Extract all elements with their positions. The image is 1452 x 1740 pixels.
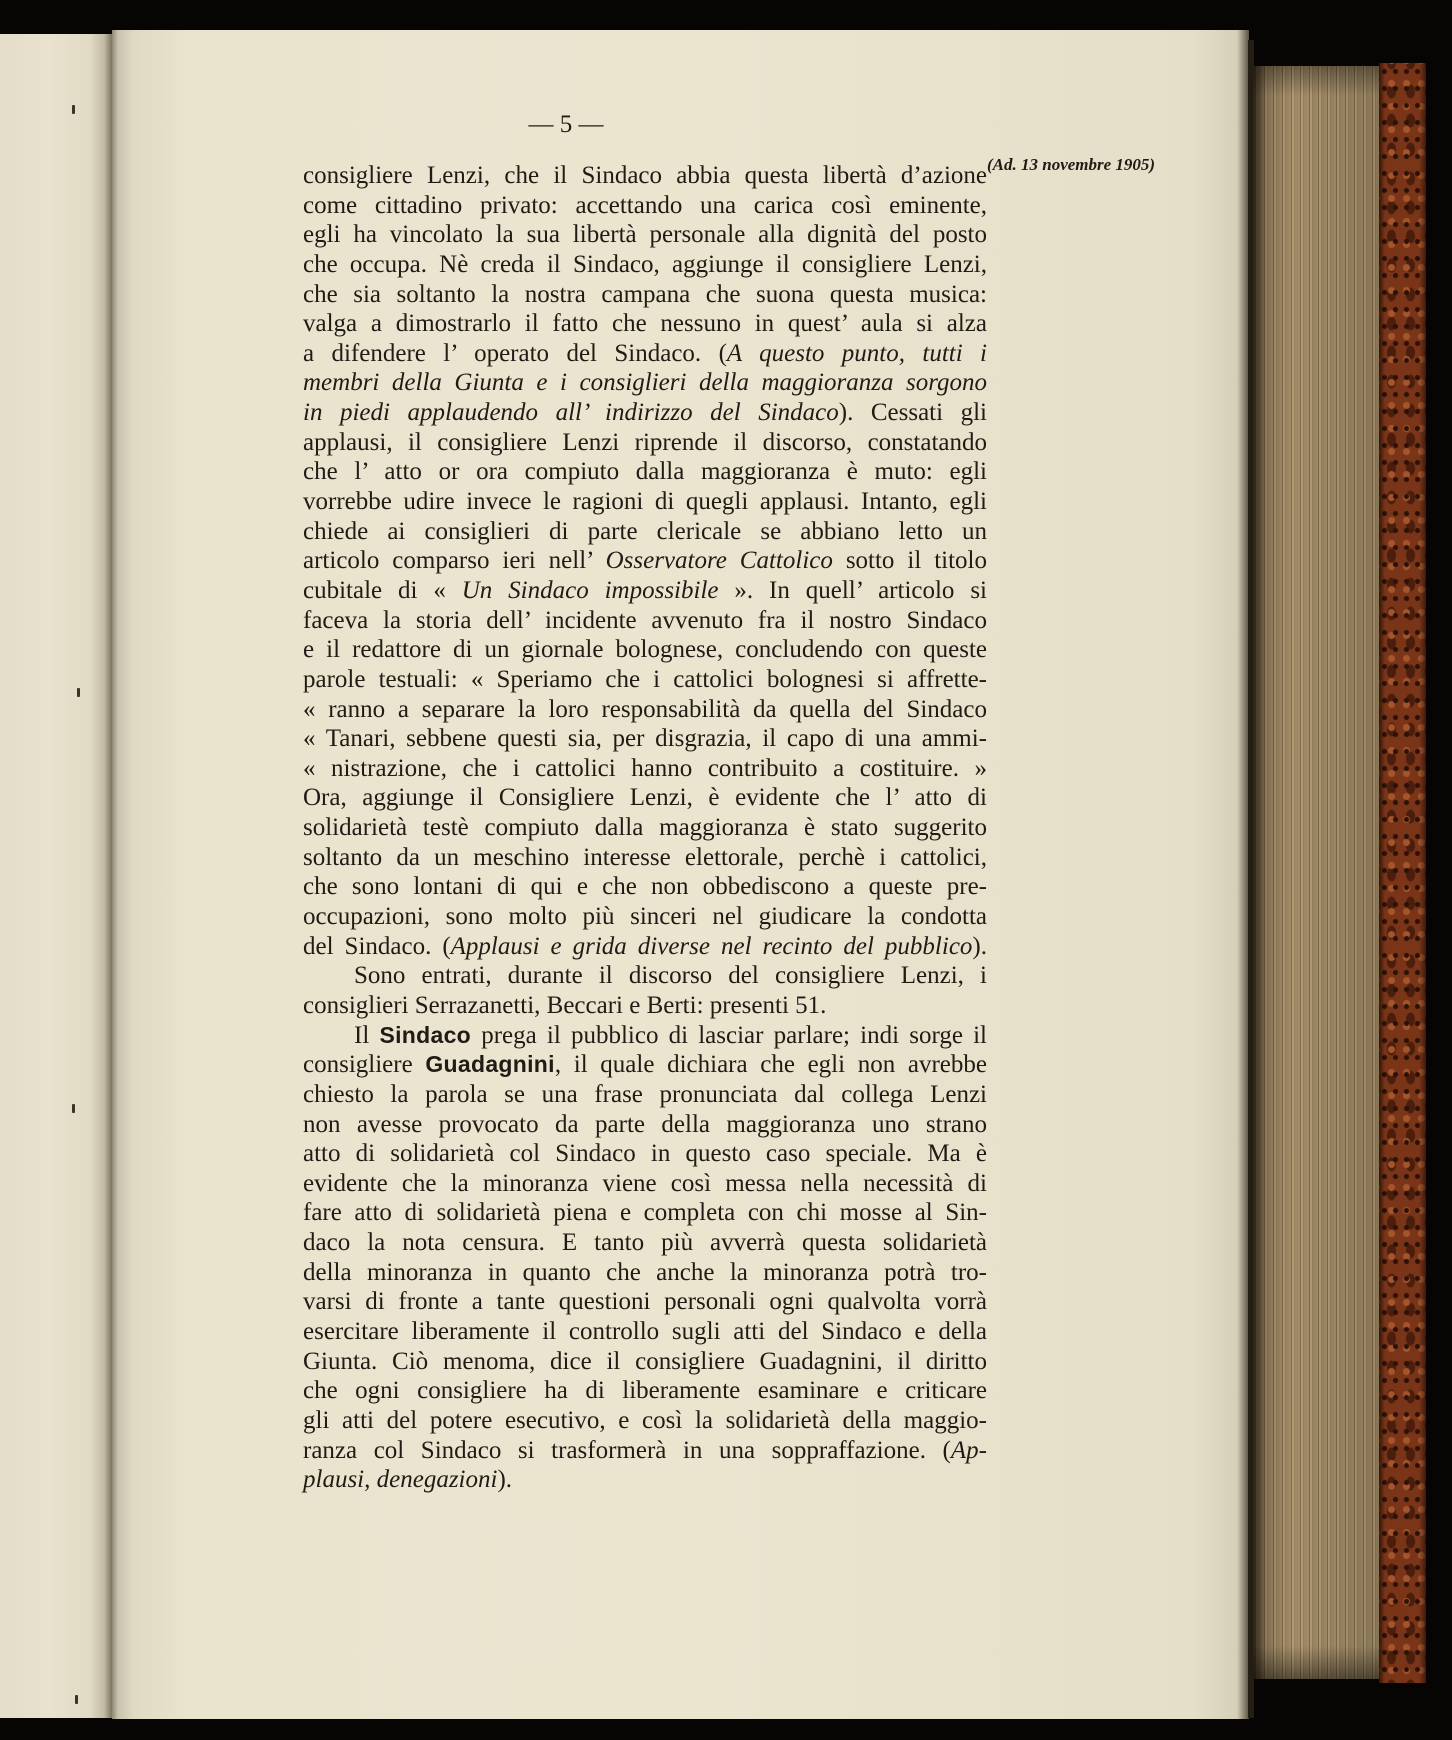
margin-note-date: (Ad. 13 novembre 1905) — [987, 155, 1156, 174]
text-line — [303, 813, 987, 843]
text-segment: applausi, il consigliere Lenzi riprende il discorso, constatando — [303, 428, 987, 456]
page-number: — 5 — — [528, 111, 604, 138]
text-segment: ). Cessati gli — [838, 399, 988, 427]
text-segment: articolo comparso ieri nell’ — [303, 547, 606, 575]
text-line — [303, 872, 987, 902]
text-line — [303, 1110, 987, 1140]
text-line — [303, 665, 987, 695]
text-segment: atto di solidarietà col Sindaco in questo caso speciale. Ma è — [303, 1140, 987, 1168]
text-line — [303, 1258, 987, 1288]
text-line — [303, 398, 987, 428]
text-segment: esercitare liberamente il controllo sugli atti del Sindaco e della — [303, 1317, 987, 1345]
text-line — [303, 1436, 987, 1466]
text-segment: Il — [354, 1021, 380, 1049]
text-segment: Giunta. Ciò menoma, dice il consigliere Guadagnini, il diritto — [303, 1347, 987, 1375]
text-line — [303, 191, 987, 221]
speaker-name: Sindaco — [379, 1021, 472, 1048]
text-segment: Ora, aggiunge il Consigliere Lenzi, è evidente che l’ atto di — [303, 784, 987, 812]
text-segment: gli atti del potere esecutivo, e così la solidarietà della maggio- — [303, 1406, 987, 1434]
text-segment: e il redattore di un giornale bolognese, concludendo con queste — [303, 636, 987, 664]
italic-text: Ap- — [950, 1436, 987, 1464]
text-line — [303, 1465, 987, 1495]
text-segment: daco la nota censura. E tanto più avverrà questa solidarietà — [303, 1229, 987, 1257]
scan-mark — [75, 1695, 78, 1704]
italic-text: Applausi e grida diverse nel recinto del pubblico — [450, 932, 973, 960]
scan-mark — [72, 105, 75, 114]
text-line — [303, 961, 987, 991]
text-segment: ranza col Sindaco si trasformerà in una soppraffazione. ( — [303, 1436, 951, 1464]
book-page-stack — [1253, 66, 1379, 1679]
text-line — [303, 1198, 987, 1228]
text-line — [303, 428, 987, 458]
text-line — [303, 1021, 987, 1051]
text-line — [303, 517, 987, 547]
text-segment: « nistrazione, che i cattolici hanno contribuito a costituire. » — [303, 754, 987, 782]
text-block — [303, 161, 987, 1495]
text-segment: solidarietà testè compiuto dalla maggioranza è stato suggerito — [303, 814, 987, 842]
text-line — [303, 457, 987, 487]
text-segment: cubitale di « — [303, 576, 462, 604]
text-line — [303, 991, 987, 1021]
text-line — [303, 220, 987, 250]
text-segment: del Sindaco. ( — [303, 932, 451, 960]
text-line — [303, 546, 987, 576]
text-line — [303, 606, 987, 636]
text-segment: « ranno a separare la loro responsabilità da quella del Sindaco — [303, 695, 987, 723]
text-segment: consiglieri Serrazanetti, Beccari e Berti: presenti 51. — [303, 991, 827, 1019]
italic-text: in piedi applaudendo all’ indirizzo del Sindaco — [303, 399, 839, 427]
text-line — [303, 843, 987, 873]
left-page-edge — [0, 34, 112, 1718]
scan-mark — [77, 688, 80, 697]
speaker-name: Guadagnini — [425, 1051, 555, 1078]
text-segment: evidente che la minoranza viene così messa nella necessità di — [303, 1169, 987, 1197]
text-segment: parole testuali: « Speriamo che i cattolici bolognesi si affrette- — [303, 665, 987, 693]
text-segment: ). — [972, 932, 987, 960]
book-page — [112, 30, 1249, 1719]
text-segment: varsi di fronte a tante questioni personali ogni qualvolta vorrà — [303, 1288, 987, 1316]
text-segment: ). — [497, 1466, 513, 1494]
text-segment: prega il pubblico di lasciar parlare; indi sorge il — [471, 1021, 987, 1049]
text-segment: chiede ai consiglieri di parte clericale se abbiano letto un — [303, 517, 987, 545]
text-line — [303, 783, 987, 813]
text-line — [303, 1347, 987, 1377]
text-segment: che sono lontani di qui e che non obbediscono a queste pre- — [303, 873, 987, 901]
text-segment: consigliere Lenzi, che il Sindaco abbia questa libertà d’azione — [303, 162, 987, 189]
text-line — [303, 368, 987, 398]
text-line — [303, 576, 987, 606]
text-segment: che sia soltanto la nostra campana che suona questa musica: — [303, 280, 987, 308]
text-line — [303, 1376, 987, 1406]
text-segment: occupazioni, sono molto più sinceri nel giudicare la condotta — [303, 903, 987, 931]
text-segment: , il quale dichiara che egli non avrebbe — [554, 1051, 987, 1079]
text-segment: non avesse provocato da parte della maggioranza uno strano — [303, 1110, 987, 1138]
scan-mark — [72, 1104, 75, 1113]
text-line — [303, 339, 987, 369]
text-line — [303, 724, 987, 754]
text-line — [303, 932, 987, 962]
text-segment: che l’ atto or ora compiuto dalla maggioranza è muto: egli — [303, 458, 987, 486]
text-segment: consigliere — [303, 1051, 426, 1079]
text-segment: sotto il titolo — [832, 547, 987, 575]
italic-text: A questo punto, tutti i — [726, 339, 988, 367]
text-segment: della minoranza in quanto che anche la minoranza potrà tro- — [303, 1258, 987, 1286]
text-line — [303, 754, 987, 784]
text-line — [303, 902, 987, 932]
italic-text: plausi, denegazioni — [303, 1466, 498, 1494]
text-segment: egli ha vincolato la sua libertà personale alla dignità del posto — [303, 221, 987, 249]
text-segment: ». In quell’ articolo si — [718, 576, 987, 604]
text-segment: valga a dimostrarlo il fatto che nessuno in quest’ aula si alza — [303, 310, 987, 338]
italic-text: Osservatore Cattolico — [605, 547, 833, 575]
text-segment: chiesto la parola se una frase pronunciata dal collega Lenzi — [303, 1080, 987, 1108]
italic-text: Un Sindaco impossibile — [461, 576, 719, 604]
text-segment: Sono entrati, durante il discorso del consigliere Lenzi, i — [354, 962, 987, 990]
text-segment: « Tanari, sebbene questi sia, per disgrazia, il capo di una ammi- — [303, 725, 987, 753]
text-segment: vorrebbe udire invece le ragioni di quegli applausi. Intanto, egli — [303, 488, 987, 516]
text-line — [303, 635, 987, 665]
text-line — [303, 1228, 987, 1258]
text-line — [303, 1317, 987, 1347]
text-line — [303, 1287, 987, 1317]
text-line — [303, 1050, 987, 1080]
text-segment: fare atto di solidarietà piena e completa con chi mosse al Sin- — [303, 1199, 987, 1227]
text-segment: soltanto da un meschino interesse elettorale, perchè i cattolici, — [303, 843, 987, 871]
italic-text: membri della Giunta e i consiglieri della maggioranza sorgono — [303, 369, 987, 397]
text-line — [303, 280, 987, 310]
text-segment: che ogni consigliere ha di liberamente esaminare e criticare — [303, 1377, 987, 1405]
book-cover-edge — [1379, 63, 1426, 1683]
text-segment: che occupa. Nè creda il Sindaco, aggiunge il consigliere Lenzi, — [303, 250, 987, 278]
text-segment: come cittadino privato: accettando una carica così eminente, — [303, 191, 987, 219]
text-segment: faceva la storia dell’ incidente avvenuto fra il nostro Sindaco — [303, 606, 987, 634]
text-line — [303, 1080, 987, 1110]
text-line — [303, 695, 987, 725]
text-line — [303, 1406, 987, 1436]
text-line — [303, 309, 987, 339]
text-segment: a difendere l’ operato del Sindaco. ( — [303, 339, 727, 367]
text-line — [303, 1169, 987, 1199]
text-line — [303, 161, 987, 191]
text-line — [303, 487, 987, 517]
text-line — [303, 1139, 987, 1169]
text-line — [303, 250, 987, 280]
